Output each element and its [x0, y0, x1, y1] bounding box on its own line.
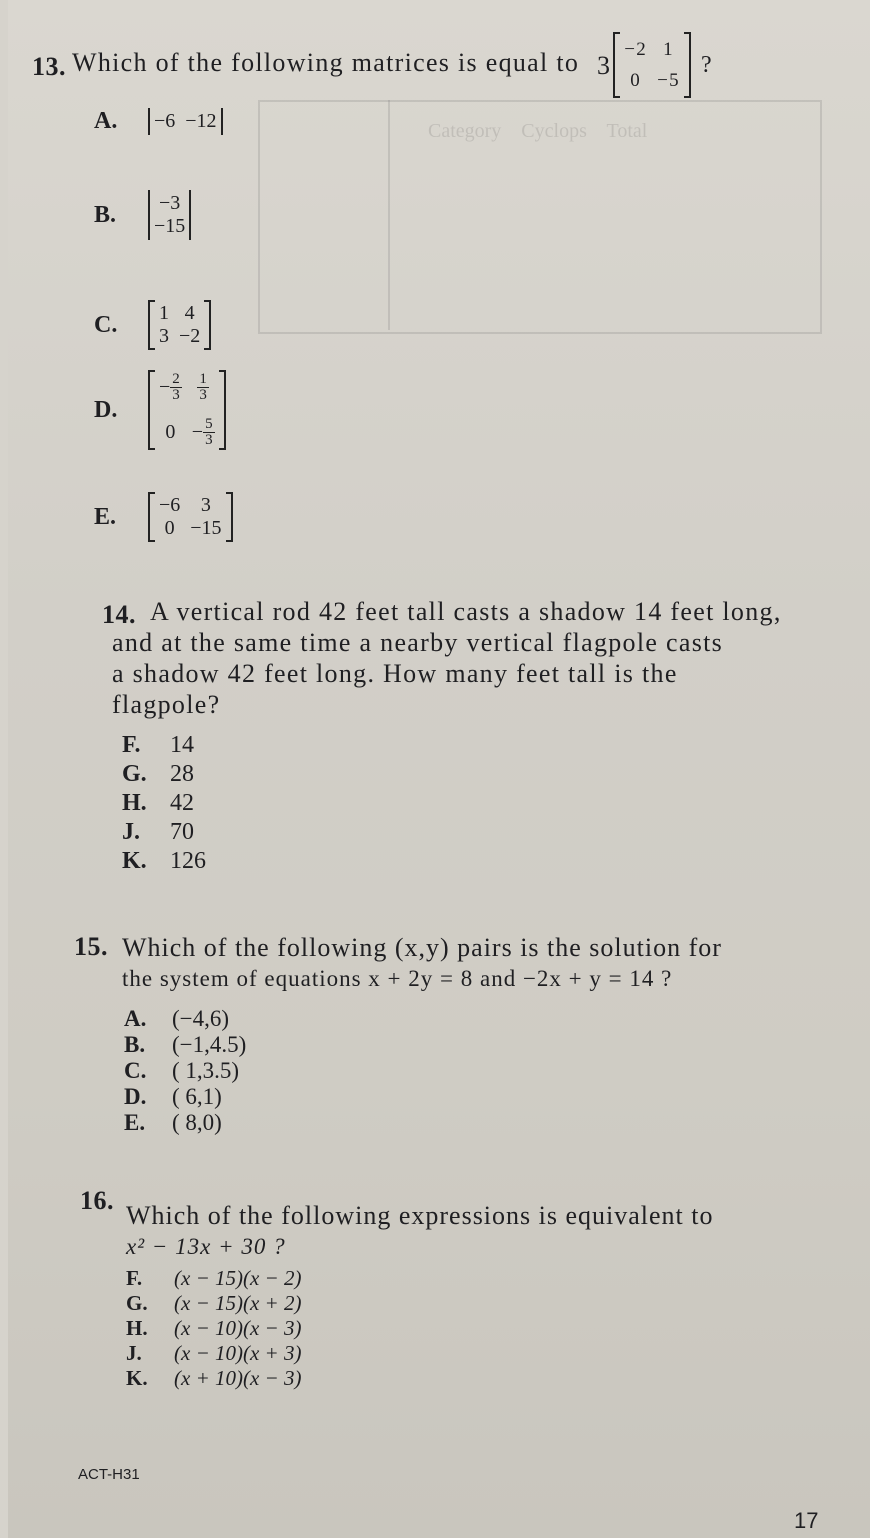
q14-option-4 — [122, 848, 206, 875]
matrix-grid — [150, 108, 221, 135]
fraction-numerator: 2 — [172, 371, 180, 387]
question-13-matrix — [620, 32, 684, 98]
fraction — [170, 372, 182, 403]
question-16-line-1: Which of the following expressions is equivalent to — [126, 1201, 714, 1230]
option-text: (x − 15)(x − 2) — [174, 1266, 302, 1290]
test-code: ACT-H31 — [78, 1466, 140, 1483]
option-text: ( 6,1) — [172, 1084, 222, 1109]
question-15-line-2: the system of equations x + 2y = 8 and −2x + y = 14 ? — [122, 966, 673, 991]
q16-option-4 — [126, 1366, 301, 1391]
question-13-number: 13. — [32, 52, 66, 81]
q13-option-0 — [94, 108, 223, 135]
matrix-grid — [155, 300, 204, 350]
matrix-cell: −15 — [154, 215, 186, 237]
test-page — [8, 0, 870, 1538]
question-15-line-1: Which of the following (x,y) pairs is the solution for — [122, 933, 722, 962]
option-label: C. — [94, 311, 118, 338]
question-13-expression — [597, 32, 713, 98]
fraction-denominator: 3 — [199, 387, 207, 403]
q15-option-0 — [124, 1006, 229, 1032]
option-label: G. — [126, 1291, 148, 1315]
option-label: A. — [94, 108, 118, 134]
matrix-cell — [197, 372, 209, 403]
bracket-right — [189, 190, 191, 240]
option-text: ( 8,0) — [172, 1110, 222, 1135]
matrix-grid — [155, 492, 226, 542]
matrix-cell: 3 — [200, 494, 211, 516]
question-14-line-3: a shadow 42 feet long. How many feet tall is the — [112, 659, 678, 688]
option-label: B. — [124, 1032, 146, 1057]
question-14-continuation — [112, 627, 832, 720]
question-13-question-mark: ? — [700, 51, 713, 78]
option-text: 28 — [170, 761, 194, 787]
matrix-cell: −5 — [657, 70, 680, 91]
option-label: B. — [94, 201, 117, 228]
q13-option-2 — [94, 300, 211, 350]
option-matrix — [148, 492, 233, 542]
matrix-cell: −12 — [185, 110, 217, 132]
bleed-through-text: Category Cyclops Total — [428, 120, 648, 142]
fraction — [197, 372, 209, 403]
option-text: (−1,4.5) — [172, 1032, 247, 1057]
option-label: C. — [124, 1058, 147, 1083]
matrix-cell: 4 — [184, 302, 195, 324]
bracket-right — [226, 492, 233, 542]
option-label: H. — [122, 790, 147, 816]
option-label: E. — [124, 1110, 146, 1135]
q14-option-3 — [122, 819, 194, 846]
option-label: J. — [122, 819, 140, 845]
bracket-left — [148, 300, 155, 350]
matrix-cell — [192, 417, 215, 448]
question-14-number: 14. — [102, 600, 136, 629]
option-label: H. — [126, 1316, 148, 1340]
question-15-number: 15. — [74, 932, 108, 961]
question-13-text — [72, 32, 713, 98]
fraction-sign: − — [191, 421, 204, 443]
q13-option-1 — [94, 190, 191, 240]
option-label: J. — [126, 1341, 142, 1365]
q15-option-2 — [124, 1058, 239, 1084]
option-matrix — [148, 190, 191, 240]
option-label: E. — [94, 503, 117, 530]
q15-option-4 — [124, 1110, 222, 1136]
matrix-cell: 3 — [159, 325, 169, 347]
q15-option-1 — [124, 1032, 246, 1058]
question-14-text — [150, 596, 830, 627]
matrix-cell: −2 — [624, 39, 648, 60]
matrix-grid — [150, 190, 189, 240]
fraction-denominator: 3 — [205, 432, 213, 448]
option-label: D. — [124, 1084, 147, 1109]
question-16-number: 16. — [80, 1186, 114, 1215]
bracket-left — [148, 370, 155, 450]
q16-option-1 — [126, 1291, 301, 1316]
bracket-left — [148, 492, 155, 542]
q14-option-1 — [122, 761, 194, 788]
matrix-cell: −6 — [159, 494, 181, 516]
matrix-cell: −2 — [179, 325, 201, 347]
question-15-text — [122, 932, 822, 994]
matrix-cell: 1 — [663, 39, 674, 60]
option-label: F. — [126, 1266, 143, 1290]
question-16-line-2: x² − 13x + 30 ? — [126, 1234, 286, 1259]
option-matrix — [148, 370, 226, 450]
bracket-right — [221, 108, 223, 135]
bracket-left — [613, 32, 620, 98]
option-text: (−4,6) — [172, 1006, 230, 1031]
fraction — [203, 417, 215, 448]
option-label: F. — [122, 732, 141, 758]
matrix-cell: 0 — [164, 517, 175, 539]
option-text: (x − 10)(x + 3) — [174, 1341, 302, 1365]
fraction-sign: − — [159, 376, 171, 398]
option-text: 70 — [170, 819, 194, 845]
option-text: 14 — [170, 732, 194, 758]
matrix-cell: 1 — [159, 302, 169, 324]
option-matrix — [148, 300, 211, 350]
q16-option-0 — [126, 1266, 301, 1291]
option-text: (x + 10)(x − 3) — [174, 1366, 302, 1390]
matrix-cell — [159, 372, 182, 403]
question-14-line-4: flagpole? — [112, 690, 221, 719]
matrix-cell: 0 — [165, 421, 176, 443]
matrix-cell: 0 — [630, 70, 642, 91]
option-label: A. — [124, 1006, 147, 1031]
option-matrix — [148, 108, 223, 135]
option-label: K. — [126, 1366, 148, 1390]
matrix-cell: −6 — [154, 110, 176, 132]
bracket-right — [219, 370, 226, 450]
question-14-line-2: and at the same time a nearby vertical flagpole casts — [112, 628, 724, 657]
matrix-cell: −15 — [190, 517, 222, 539]
question-13-prompt: Which of the following matrices is equal to — [72, 47, 580, 77]
option-text: (x − 15)(x + 2) — [174, 1291, 302, 1315]
q13-option-4 — [94, 492, 233, 542]
option-label: K. — [122, 848, 147, 874]
q14-option-0 — [122, 732, 194, 759]
option-text: 42 — [170, 790, 194, 816]
bleed-through-table-divider — [388, 100, 390, 330]
matrix-grid — [155, 370, 219, 450]
fraction-denominator: 3 — [172, 387, 180, 403]
q15-option-3 — [124, 1084, 222, 1110]
fraction-numerator: 1 — [199, 371, 207, 387]
fraction-numerator: 5 — [205, 416, 213, 432]
bracket-right — [204, 300, 211, 350]
option-text: 126 — [170, 848, 206, 874]
option-text: ( 1,3.5) — [172, 1058, 240, 1083]
q16-option-3 — [126, 1341, 301, 1366]
q14-option-2 — [122, 790, 194, 817]
question-16-text — [126, 1200, 826, 1262]
matrix-cell: −3 — [159, 192, 181, 214]
q16-option-2 — [126, 1316, 301, 1341]
option-label: G. — [122, 761, 147, 787]
page-number: 17 — [794, 1508, 819, 1533]
q13-option-3 — [94, 370, 226, 450]
bracket-right — [684, 32, 691, 98]
question-14-line-1: A vertical rod 42 feet tall casts a shadow 14 feet long, — [150, 597, 782, 626]
option-label: D. — [94, 396, 118, 423]
option-text: (x − 10)(x − 3) — [174, 1316, 302, 1340]
question-13-scalar: 3 — [596, 50, 612, 80]
